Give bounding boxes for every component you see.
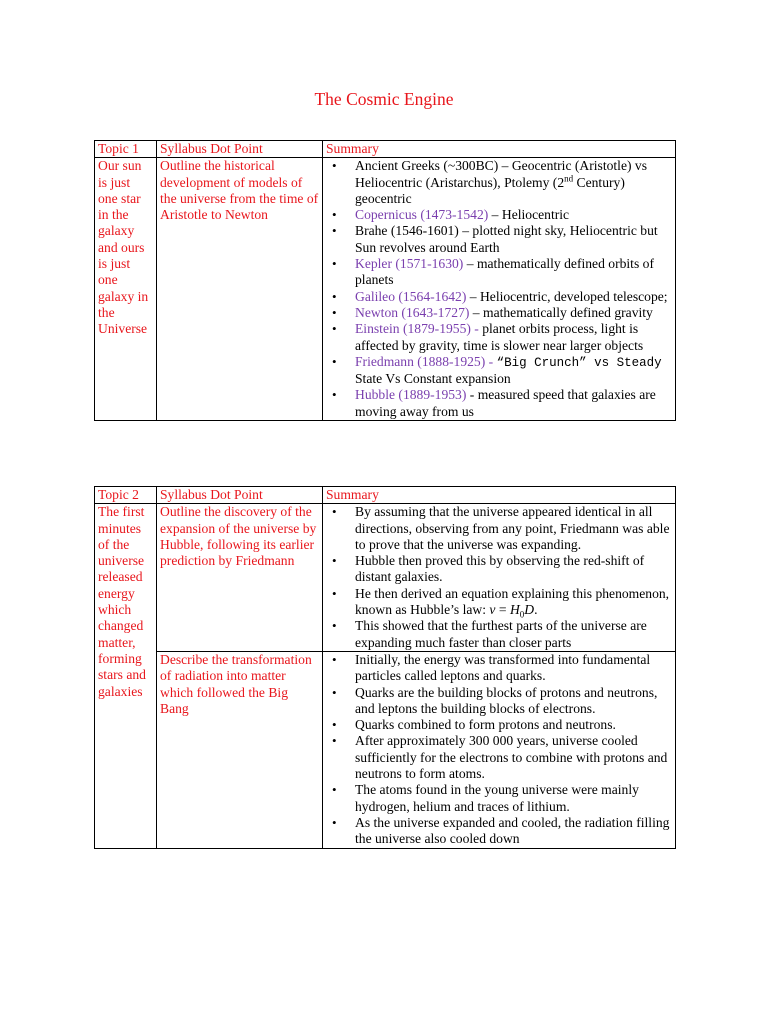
dot-point-header: Syllabus Dot Point	[157, 487, 323, 504]
table-row	[95, 504, 676, 652]
list-item: • Brahe (1546-1601) – plotted night sky, Heliocentric but Sun revolves around Earth	[326, 223, 672, 256]
scientist-name: Copernicus (1473-1542)	[355, 207, 489, 223]
summary-cell	[323, 158, 676, 421]
scientist-name: Hubble (1889-1953)	[355, 387, 467, 403]
table-header-row	[95, 487, 676, 504]
summary-header: Summary	[323, 487, 676, 504]
list-item: • Copernicus (1473-1542) – Heliocentric	[326, 207, 672, 223]
dot-point-header: Syllabus Dot Point	[157, 141, 323, 158]
list-item: • As the universe expanded and cooled, the radiation filling the universe also cooled down	[326, 815, 672, 848]
scientist-name: Friedmann (1888-1925) -	[355, 353, 497, 369]
list-item: • After approximately 300 000 years, universe cooled sufficiently for the electrons to combine with protons and neutrons to form atoms.	[326, 733, 672, 782]
topic-2-table	[94, 486, 676, 849]
scientist-name: Einstein (1879-1955) -	[355, 321, 483, 337]
dot-point-cell: Outline the discovery of the expansion of the universe by Hubble, following its earlier prediction by Friedmann	[157, 504, 323, 652]
list-item: • Einstein (1879-1955) - planet orbits process, light is affected by gravity, time is slower near larger objects	[326, 321, 672, 354]
table-row	[95, 158, 676, 421]
topic-cell: The first minutes of the universe released energy which changed matter, forming stars and galaxies	[95, 504, 157, 848]
scientist-name: Kepler (1571-1630)	[355, 256, 464, 272]
scientist-name: Galileo (1564-1642)	[355, 288, 467, 304]
list-item: • Hubble (1889-1953) - measured speed that galaxies are moving away from us	[326, 387, 672, 420]
topic-1-table	[94, 140, 676, 421]
summary-cell	[323, 504, 676, 652]
summary-cell	[323, 651, 676, 848]
topic-cell: Our sun is just one star in the galaxy and ours is just one galaxy in the Universe	[95, 158, 157, 421]
topic-header: Topic 2	[95, 487, 157, 504]
list-item: • Initially, the energy was transformed into fundamental particles called leptons and quarks.	[326, 652, 672, 685]
topic-header: Topic 1	[95, 141, 157, 158]
list-item: • He then derived an equation explaining this phenomenon, known as Hubble’s law: $v = H_0D$.	[326, 586, 672, 619]
summary-header: Summary	[323, 141, 676, 158]
list-item: • Kepler (1571-1630) – mathematically defined orbits of planets	[326, 256, 672, 289]
list-item: • Friedmann (1888-1925) - “Big Crunch” vs Steady State Vs Constant expansion	[326, 354, 672, 388]
dot-point-cell: Describe the transformation of radiation into matter which followed the Big Bang	[157, 651, 323, 848]
list-item: • Quarks combined to form protons and neutrons.	[326, 717, 672, 733]
list-item: • The atoms found in the young universe were mainly hydrogen, helium and traces of lithium.	[326, 782, 672, 815]
list-item: • Galileo (1564-1642) – Heliocentric, developed telescope;	[326, 289, 672, 305]
dot-point-cell: Outline the historical development of models of the universe from the time of Aristotle to Newton	[157, 158, 323, 421]
scientist-name: Newton (1643-1727)	[355, 304, 470, 320]
list-item: • By assuming that the universe appeared identical in all directions, observing from any point, Friedmann was able to prove that the universe was expanding.	[326, 504, 672, 553]
list-item: • Hubble then proved this by observing the red-shift of distant galaxies.	[326, 553, 672, 586]
list-item: • Newton (1643-1727) – mathematically defined gravity	[326, 305, 672, 321]
table-row	[95, 651, 676, 848]
list-item: • Ancient Greeks (~300BC) – Geocentric (Aristotle) vs Heliocentric (Aristarchus), Ptolemy (2nd Century) geocentric	[326, 158, 672, 207]
table-header-row	[95, 141, 676, 158]
page-title: The Cosmic Engine	[314, 89, 454, 109]
list-item: • This showed that the furthest parts of the universe are expanding much faster than closer parts	[326, 618, 672, 651]
list-item: • Quarks are the building blocks of protons and neutrons, and leptons the building blocks of electrons.	[326, 685, 672, 718]
